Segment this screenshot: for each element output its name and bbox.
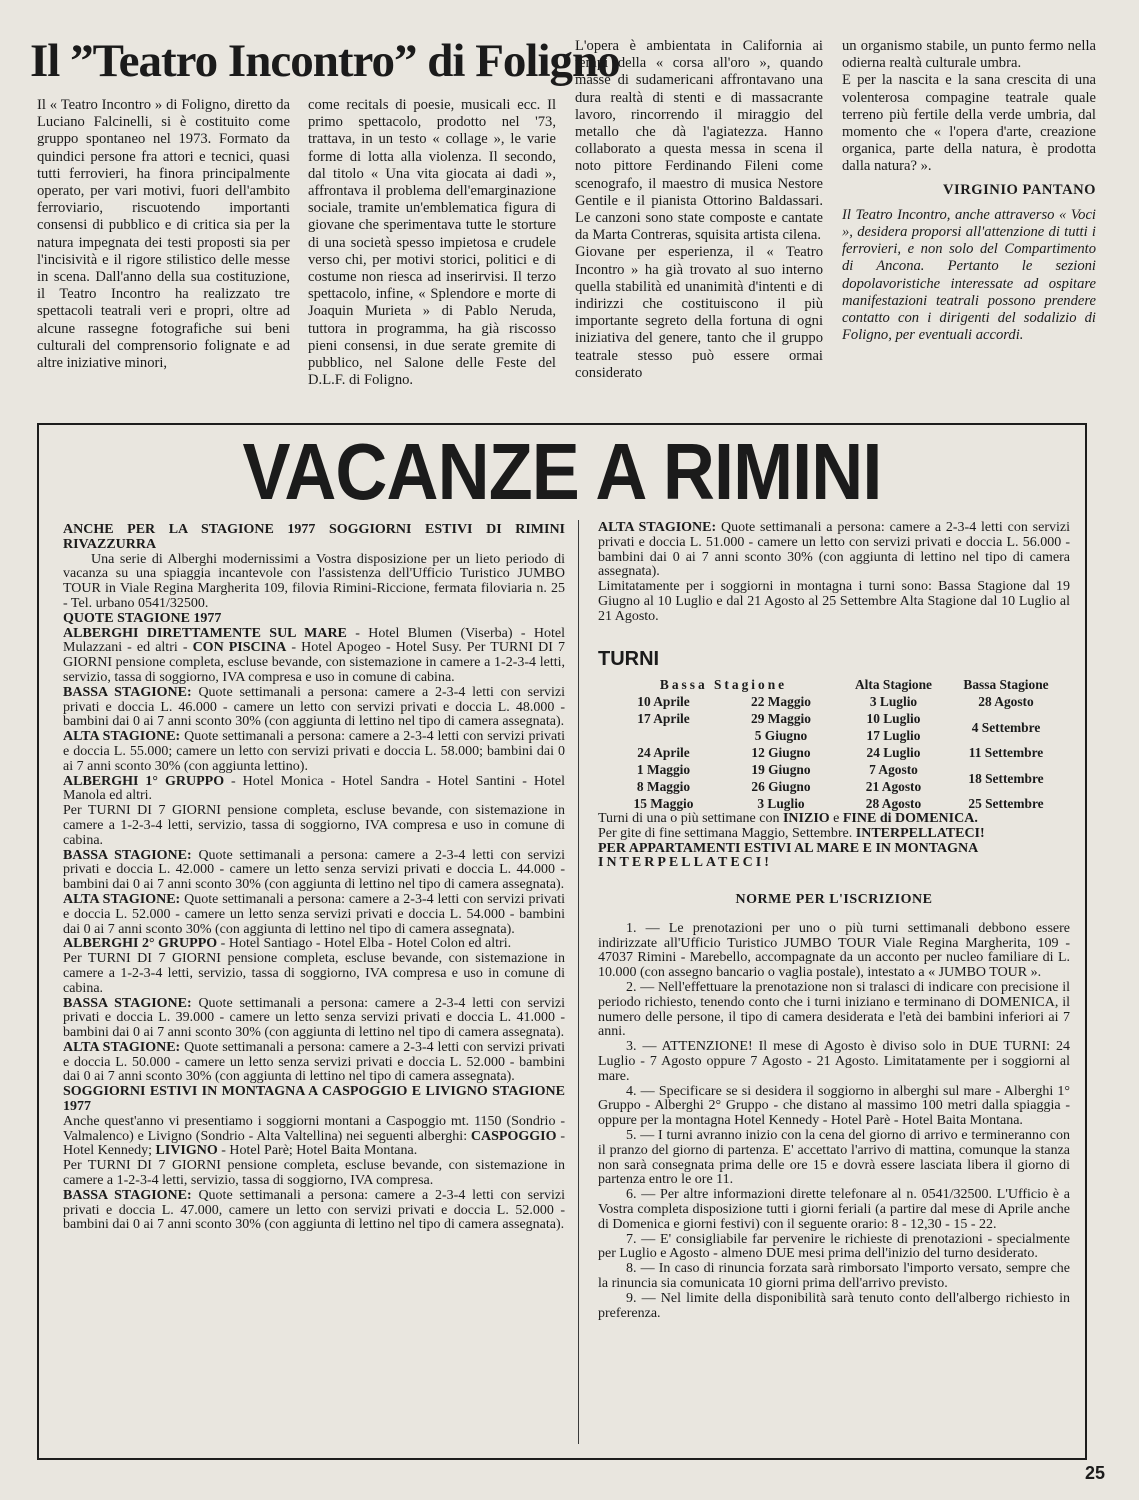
turni-header: Bassa Stagione <box>659 677 788 692</box>
label-bassa: BASSA STAGIONE: <box>63 684 192 700</box>
norme-section <box>598 893 1070 1321</box>
ad-g1-bassa <box>63 849 565 893</box>
turni-cell: 8 Maggio <box>636 779 691 794</box>
ad-text: - Hotel Kennedy; <box>63 1128 565 1159</box>
article-column-4 <box>842 38 1096 344</box>
ad-mont-alta <box>598 521 1070 580</box>
label-bassa: BASSA STAGIONE: <box>63 1187 192 1203</box>
turni-cell <box>606 727 721 744</box>
ad-mont-head: SOGGIORNI ESTIVI IN MONTAGNA A CASPOGGIO E LIVIGNO STAGIONE 1977 <box>63 1084 565 1115</box>
article-title: Il ”Teatro Incontro” di Foligno <box>30 35 620 87</box>
ad-text: Quote settimanali a persona: camere a 2-3-4 letti con servizi privati e doccia L. 50.000 - camere un letto senza servizi privati e doccia L. 52.000 - bambini dai 0 ai 7 anni sconto 30% (con aggiunta di lettino nel tipo di camera assegnata). <box>63 1039 565 1085</box>
table-row <box>606 744 1066 761</box>
ad-text: - Hotel Monica - Hotel Sandra - Hotel Santini - Hotel Manola ed altri. <box>63 773 566 804</box>
ad-livigno: LIVIGNO <box>155 1143 218 1159</box>
ad-text: Turni di una o più settimane con <box>598 811 783 826</box>
ad-piscina: CON PISCINA <box>192 640 287 656</box>
norme-item: 8. — In caso di rinuncia forzata sarà rimborsato l'importo versato, sempre che la rinuncia sia comunicata 10 giorni prima dell'arrivo previsto. <box>598 1261 1070 1291</box>
ad-text: Quote settimanali a persona: camere a 2-3-4 letti con servizi privati e doccia L. 46.000 - camere un letto con servizi privati e doccia L. 48.000 - bambini dai 0 ai 7 anni sconto 30% (con aggiunta di lettino nel tipo di camera assegnata). <box>63 684 565 730</box>
turni-cell: 15 Maggio <box>633 796 694 811</box>
article-note: Il Teatro Incontro, anche attraverso « Voci », desidera proporsi all'attenzione di tutti i ferrovieri, e non solo del Compartimento di Ancona. Pertanto le sezioni dopolavoristiche interessate ad ospitare manifestazioni teatrali possono prendere contatto con i dirigenti del sodalizio di Foligno, per eventuali accordi. <box>842 206 1096 344</box>
ad-text: e <box>829 811 843 826</box>
ad-g2-turni: Per TURNI DI 7 GIORNI pensione completa, escluse bevande, con sistemazione in camere a 1-2-3-4 letti, servizio, tassa di soggiorno, IVA compresa e uso in comune di cabina. <box>63 951 565 996</box>
ad-g1-turni: Per TURNI DI 7 GIORNI pensione completa, escluse bevande, con sistemazione in camere a 1-2-3-4 letti, servizio, tassa di soggiorno, IVA compresa e uso in comune di cabina. <box>63 803 565 848</box>
article-column-3 <box>575 38 823 382</box>
turni-cell: 25 Settembre <box>968 796 1044 811</box>
label-alta: ALTA STAGIONE: <box>63 1039 181 1055</box>
ad-mare-head: ALBERGHI DIRETTAMENTE SUL MARE <box>63 625 347 641</box>
norme-item: 4. — Specificare se si desidera il soggiorno in alberghi sul mare - Alberghi 1° Gruppo - Alberghi 2° Gruppo - che distano al massimo 100 metri dalla spiaggia - oppure per la montagna Hotel Kennedy - Hotel Parè - Hotel Baita Montana. <box>598 1083 1070 1129</box>
article-column-2 <box>308 97 556 389</box>
turni-cell: 28 Agosto <box>865 796 922 811</box>
turni-cell: 22 Maggio <box>751 694 811 709</box>
ad-mont-turni-note: Limitatamente per i soggiorni in montagna i turni sono: Bassa Stagione dal 19 Giugno al 10 Luglio e dal 21 Agosto al 25 Settembre Alta Stagione dal 10 Luglio al 21 Agosto. <box>598 579 1070 624</box>
turni-cell: 17 Luglio <box>866 728 921 743</box>
ad-g2-alta <box>63 1041 565 1085</box>
turni-cell: 5 Giugno <box>754 728 808 743</box>
turni-cell: 24 Aprile <box>637 745 690 760</box>
turni-cell: 1 Maggio <box>636 762 691 777</box>
ad-mont-bassa <box>63 1189 565 1233</box>
appartamenti-line: PER APPARTAMENTI ESTIVI AL MARE E IN MONTAGNA <box>598 840 979 856</box>
article-column-1 <box>37 97 290 372</box>
table-row <box>606 761 1066 778</box>
norme-item: 1. — Le prenotazioni per uno o più turni settimanali debbono essere indirizzate all'Ufficio Turistico JUMBO TOUR Viale Regina Margherita, 109 - 47037 Rimini - Marebello, accompagnate da un acconto per nucleo familiare di L. 10.000 (con assegno bancario o vaglia postale), intestato a « JUMBO TOUR ». <box>598 920 1070 981</box>
label-bassa: BASSA STAGIONE: <box>63 995 192 1011</box>
ad-text: Per gite di fine settimana Maggio, Settembre. <box>598 825 856 841</box>
turni-cell: 4 Settembre <box>971 719 1041 735</box>
ad-mare-block <box>63 627 565 686</box>
ad-g1-alta <box>63 893 565 937</box>
norme-item: 7. — E' consigliabile far pervenire le richieste di prenotazioni - specialmente per Luglio e Agosto - almeno DUE mesi prima dell'inizio del turno desiderato. <box>598 1231 1070 1262</box>
ad-mont-turni: Per TURNI DI 7 GIORNI pensione completa, escluse bevande, con sistemazione in camere a 1-2-3-4 letti, servizio, tassa di soggiorno, IVA compresa. <box>63 1158 565 1189</box>
turni-cell: 12 Giugno <box>751 745 811 760</box>
ad-heading: ANCHE PER LA STAGIONE 1977 SOGGIORNI ESTIVI DI RIMINI RIVAZZURRA <box>63 522 565 552</box>
ad-interpellateci: INTERPELLATECI! <box>855 825 985 841</box>
ad-mont-intro <box>63 1115 565 1159</box>
article-signature: VIRGINIO PANTANO <box>943 181 1096 198</box>
article-paragraph: Il « Teatro Incontro » di Foligno, diretto da Luciano Falcinelli, si è costituito come gruppo spontaneo nel 1973. Formato da quindici persone fra attori e tecnici, quasi tutti ferrovieri, ha finora principalmente operato, per vari motivi, fuori dell'ambito ferroviario, riscuotendo importanti consensi di pubblico e di critica sia per la natura impegnata dei testi proposti sia per l'incisività e il rigore stilistico delle messe in scena. Dall'anno della sua costituzione, il Teatro Incontro ha realizzato tre spettacoli teatrali veri e propri, oltre ad alcune rassegne fotografiche sui beni culturali del comprensorio folignate e ad altre iniziative minori, <box>37 97 290 372</box>
ad-text: - Hotel Apogeo - Hotel Susy. Per TURNI DI 7 GIORNI pensione completa, escluse bevande, con sistemazione in camere a 1-2-3-4 letti, servizio, tassa di soggiorno, IVA compresa e uso in comune di cabina. <box>63 640 565 685</box>
article-paragraph: E per la nascita e la sana crescita di una volenterosa compagine teatrale quale terreno più fertile della verde umbria, dal momento che « l'opera d'arte, creazione organica, parte della natura, è prodotta dalla natura? ». <box>842 72 1096 175</box>
turni-header: Bassa Stagione <box>963 677 1049 692</box>
norme-item: 9. — Nel limite della disponibilità sarà tenuto conto dell'albergo richiesto in preferenza. <box>598 1290 1070 1321</box>
page-number: 25 <box>1084 1463 1105 1483</box>
turni-cell: 10 Luglio <box>866 711 921 726</box>
turni-cell: 7 Agosto <box>869 762 918 777</box>
turni-cell: 28 Agosto <box>978 694 1034 709</box>
article-paragraph: come recitals di poesie, musicali ecc. Il primo spettacolo, prodotto nel '73, trattava, in un testo « collage », le varie forme di lotta alla violenza. Il secondo, dal titolo « Una vita giocata ai dadi », affrontava il problema dell'emarginazione sociale, tramite un'emblematica figura di giovane che sperimentava tutte le storture di una società spesso impietosa e crudele verso chi, per motivi storici, politici e di costume non riesca ad inserirvisi. Il terzo spettacolo, infine, « Splendore e morte di Joaquin Murieta » di Pablo Neruda, tuttora in programma, ha già riscosso pieni consensi, in due serate gremite di pubblico, nel Salone delle Feste del D.L.F. di Foligno. <box>308 97 556 389</box>
ad-g1-block <box>63 775 565 805</box>
turni-table <box>606 676 1066 812</box>
table-row <box>606 795 1066 812</box>
turni-title: TURNI <box>598 648 660 670</box>
article-paragraph: Giovane per esperienza, il « Teatro Incontro » ha già trovato al suo interno quella stabilità ed unanimità d'intenti e di indirizzi che costituiscono il più importante segreto della fortuna di ogni iniziativa del genere, tanto che il gruppo teatrale stesso può essere ormai considerato <box>575 244 823 381</box>
ad-left-column <box>63 523 565 1233</box>
turni-cell: 18 Settembre <box>968 770 1044 786</box>
norme-title: NORME PER L'ISCRIZIONE <box>735 892 933 907</box>
ad-caspoggio: CASPOGGIO <box>470 1128 557 1144</box>
label-alta: ALTA STAGIONE: <box>598 520 717 535</box>
label-alta: ALTA STAGIONE: <box>63 729 181 745</box>
ad-text: - Hotel Santiago - Hotel Elba - Hotel Colon ed altri. <box>217 936 512 952</box>
turni-header: Alta Stagione <box>855 677 932 692</box>
column-divider <box>578 520 579 1444</box>
ad-mare-bassa <box>63 686 565 730</box>
turni-cell: 10 Aprile <box>637 694 690 709</box>
ad-inizio: INIZIO <box>782 811 830 826</box>
appartamenti-interpellateci: INTERPELLATECI! <box>598 855 772 871</box>
ad-text: Quote settimanali a persona: camere a 2-3-4 letti con servizi privati e doccia L. 39.000 - camere un letto senza servizi privati e doccia L. 41.000 - bambini dai 0 ai 7 anni sconto 30% (con aggiunta di lettino nel tipo di camera assegnata). <box>63 995 565 1041</box>
ad-text: Quote settimanali a persona: camere a 2-3-4 letti con servizi privati e doccia L. 55.000; camere un letto con servizi privati e doccia L. 58.000; bambini dai 0 ai 7 anni sconto 30% (con aggiunta lettino). <box>63 729 565 774</box>
turni-note <box>598 812 1070 827</box>
turni-cell: 21 Agosto <box>865 779 922 794</box>
ad-g2-head: ALBERGHI 2° GRUPPO <box>63 936 218 952</box>
ad-text: Anche quest'anno vi presentiamo i soggiorni montani a Caspoggio mt. 1150 (Sondrio - Valmalenco) e Livigno (Sondrio - Alta Valtellina) nei seguenti alberghi: <box>63 1113 565 1144</box>
ad-text: Quote settimanali a persona: camere a 2-3-4 letti con servizi privati e doccia L. 42.000 - camere un letto senza servizi privati e doccia L. 44.000 - bambini dai 0 ai 7 anni sconto 30% (con aggiunta di lettino nel tipo di camera assegnata). <box>63 847 565 893</box>
ad-mare-alta <box>63 730 565 774</box>
ad-heading-quote: QUOTE STAGIONE 1977 <box>63 610 222 626</box>
turni-cell: 11 Settembre <box>968 745 1044 760</box>
norme-item: 2. — Nell'effettuare la prenotazione non si tralasci di indicare con precisione il periodo richiesto, tenendo conto che i turni iniziano e terminano di DOMENICA, il numero delle persone, il tipo di camera desiderata e l'età dei bambini inferiori ai 7 anni. <box>598 979 1070 1040</box>
article-paragraph: un organismo stabile, un punto fermo nella odierna realtà culturale umbra. <box>842 38 1096 72</box>
turni-cell: 3 Luglio <box>869 694 918 709</box>
ad-title: VACANZE A RIMINI <box>242 427 882 516</box>
turni-cell: 26 Giugno <box>751 779 811 794</box>
turni-cell: 17 Aprile <box>637 711 690 726</box>
turni-cell: 19 Giugno <box>751 762 811 777</box>
turni-header-row <box>606 676 1066 693</box>
ad-intro: Una serie di Alberghi modernissimi a Vostra disposizione per un lieto periodo di vacanza su una spiaggia incantevole con l'assistenza dell'Ufficio Turistico JUMBO TOUR in Viale Regina Margherita 109, filovia Rimini-Riccione, fermata filoviaria n. 25 - Tel. urbano 0541/32500. <box>63 551 565 611</box>
turni-cell: 3 Luglio <box>757 796 805 811</box>
ad-g2-bassa <box>63 997 565 1041</box>
ad-text: - Hotel Blumen (Viserba) - Hotel Mulazzani - ed altri - <box>63 625 565 656</box>
ad-text: Quote settimanali a persona: camere a 2-3-4 letti con servizi privati e doccia L. 51.000 - camere un letto con servizi privati e doccia L. 56.000 - bambini dai 0 ai 7 anni sconto 30% (con aggiunta di lettino nel tipo di camera assegnata). <box>598 520 1070 580</box>
ad-g2-block <box>63 937 565 952</box>
ad-text: Quote settimanali a persona: camere a 2-3-4 letti con servizi privati e doccia L. 52.000 - camere un letto senza servizi privati e doccia L. 54.000 - bambini dai 0 ai 7 anni sconto 30% (con aggiunta di lettino nel tipo di camera assegnata). <box>63 891 565 937</box>
ad-fine: FINE di DOMENICA. <box>842 811 978 826</box>
ad-text: - Hotel Parè; Hotel Baita Montana. <box>217 1143 418 1159</box>
ad-text: Quote settimanali a persona: camere a 2-3-4 letti con servizi privati e doccia L. 47.000, camere un letto con servizi privati e doccia L. 52.000 - bambini dai 0 ai 7 anni sconto 30% (con aggiunta di lettino nel tipo di camera assegnata). <box>63 1187 565 1233</box>
norme-item: 3. — ATTENZIONE! Il mese di Agosto è diviso solo in DUE TURNI: 24 Luglio - 7 Agosto oppure 7 Agosto - 21 Agosto. Limitatamente per i soggiorni al mare. <box>598 1039 1070 1084</box>
turni-note <box>598 827 1070 842</box>
ad-right-column <box>598 521 1070 625</box>
turni-cell: 29 Maggio <box>751 711 811 726</box>
ad-g1-head: ALBERGHI 1° GRUPPO <box>63 773 225 789</box>
label-bassa: BASSA STAGIONE: <box>63 847 192 863</box>
norme-item: 5. — I turni avranno inizio con la cena del giorno di arrivo e termineranno con il pranzo del giorno di partenza. E' accettato l'arrivo di mattina, comunque la stanza non sarà consegnata prima delle ore 15 e dovrà essere lasciata libera il giorno di partenza entro le ore 11. <box>598 1127 1070 1188</box>
label-alta: ALTA STAGIONE: <box>63 891 181 907</box>
table-row <box>606 693 1066 710</box>
article-paragraph: L'opera è ambientata in California ai tempi della « corsa all'oro », quando masse di sudamericani affrontavano una dura realtà di stenti e di massacrante lavoro, rincorrendo il miraggio del metallo che dà l'agiatezza. Hanno collaborato a questa messa in scena il noto pittore Ferdinando Fileni come scenografo, il maestro di musica Nestore Gentile e il pianista Ottorino Baldassari. Le canzoni sono state composte e cantate da Marta Contreras, squisita artista cilena. <box>575 38 823 244</box>
turni-cell: 24 Luglio <box>866 745 921 760</box>
table-row <box>606 710 1066 727</box>
turni-table-wrap <box>606 676 1066 812</box>
turni-notes <box>598 812 1070 871</box>
norme-item: 6. — Per altre informazioni dirette telefonare al n. 0541/32500. L'Ufficio è a Vostra completa disposizione tutti i giorni feriali (a partire dal mese di Aprile anche di Domenica e giorni festivi) con il seguente orario: 8 - 12,30 - 15 - 22. <box>598 1187 1070 1232</box>
